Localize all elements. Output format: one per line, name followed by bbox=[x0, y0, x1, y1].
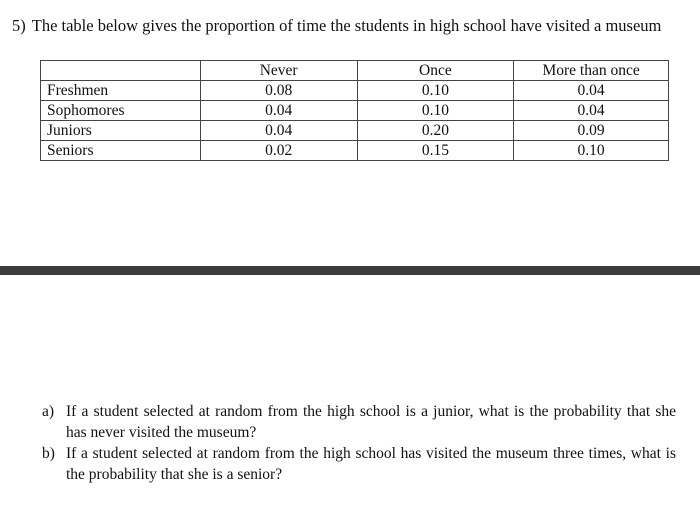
row-label-juniors: Juniors bbox=[41, 121, 201, 141]
table-row bbox=[41, 81, 669, 101]
question-header bbox=[12, 16, 661, 36]
row-label-freshmen: Freshmen bbox=[41, 81, 201, 101]
question-number: 5) bbox=[12, 16, 26, 35]
table-cell: 0.10 bbox=[514, 141, 669, 161]
table-row bbox=[41, 141, 669, 161]
sub-questions bbox=[42, 401, 676, 485]
row-label-sophomores: Sophomores bbox=[41, 101, 201, 121]
sub-question-a bbox=[42, 401, 676, 443]
column-header-once: Once bbox=[357, 61, 514, 81]
table-header-row bbox=[41, 61, 669, 81]
sub-question-label: b) bbox=[42, 445, 55, 462]
column-header-more-than-once: More than once bbox=[514, 61, 669, 81]
sub-question-text: If a student selected at random from the high school is a junior, what is the probability that she has never visited the museum? bbox=[66, 403, 676, 441]
table-cell: 0.09 bbox=[514, 121, 669, 141]
sub-question-label: a) bbox=[42, 403, 55, 420]
sub-question-b bbox=[42, 443, 676, 485]
page-divider-bar bbox=[0, 266, 700, 275]
museum-visits-table bbox=[40, 60, 669, 161]
table-cell: 0.04 bbox=[514, 81, 669, 101]
table-cell: 0.10 bbox=[357, 81, 514, 101]
table-cell: 0.10 bbox=[357, 101, 514, 121]
row-label-seniors: Seniors bbox=[41, 141, 201, 161]
table-cell: 0.20 bbox=[357, 121, 514, 141]
table-cell: 0.04 bbox=[200, 121, 357, 141]
table-cell: 0.04 bbox=[514, 101, 669, 121]
table-row bbox=[41, 121, 669, 141]
sub-question-text: If a student selected at random from the high school has visited the museum three times, what is the probability that she is a senior? bbox=[66, 445, 676, 483]
table-cell: 0.04 bbox=[200, 101, 357, 121]
question-text: The table below gives the proportion of time the students in high school have visited a museum bbox=[31, 16, 662, 35]
column-header-empty bbox=[41, 61, 201, 81]
table-row bbox=[41, 101, 669, 121]
column-header-never: Never bbox=[200, 61, 357, 81]
table-cell: 0.02 bbox=[200, 141, 357, 161]
table-cell: 0.15 bbox=[357, 141, 514, 161]
table-cell: 0.08 bbox=[200, 81, 357, 101]
